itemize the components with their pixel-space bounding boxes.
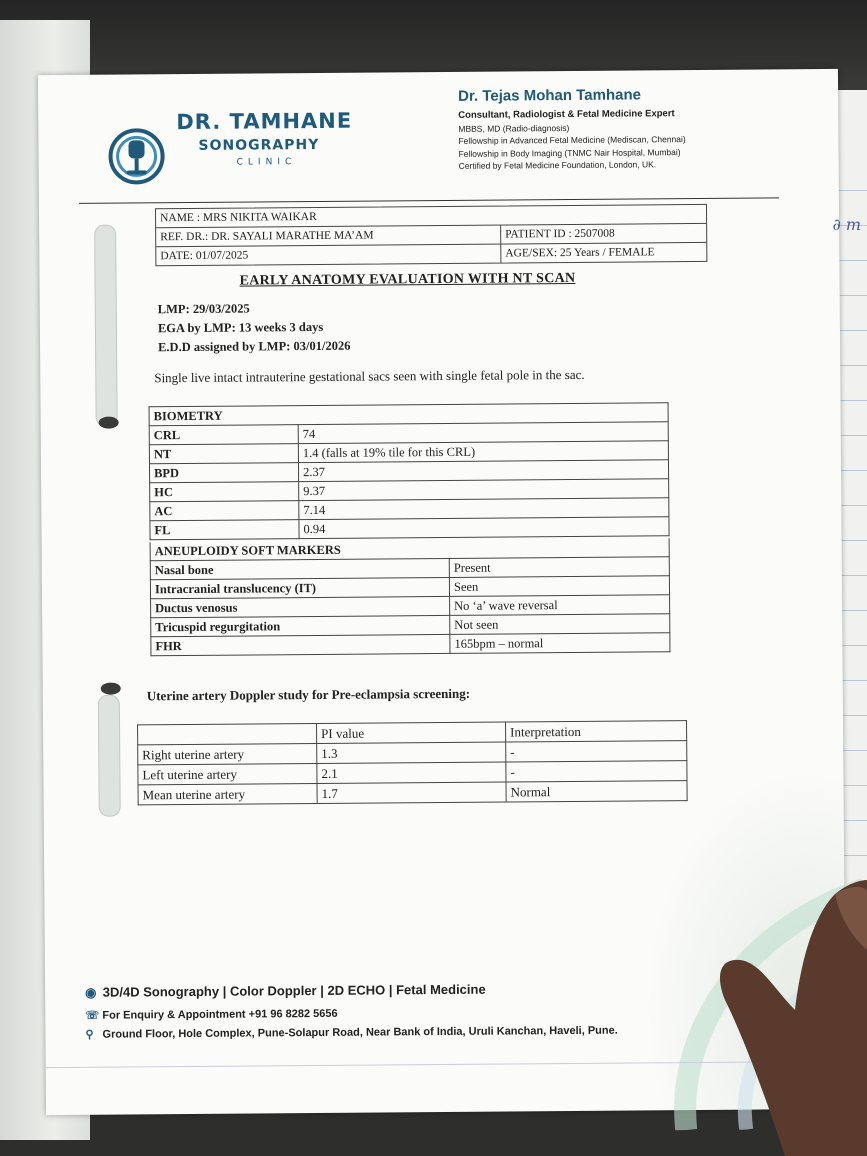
patient-info-box <box>155 204 707 266</box>
table-row: CRL 74 <box>149 422 668 445</box>
punch-hole <box>99 417 119 429</box>
enquiry-line: ☏ For Enquiry & Appointment +91 96 8282 5656 <box>85 1007 338 1022</box>
table-row: AC 7.14 <box>150 498 669 521</box>
clinic-logo-icon <box>106 126 166 186</box>
doctor-line: Certified by Fetal Medicine Foundation, London, UK. <box>458 159 657 171</box>
clinic-footer <box>85 981 618 1047</box>
table-row: Right uterine artery 1.3 - <box>138 741 687 765</box>
doctor-line: Consultant, Radiologist & Fetal Medicine Expert <box>458 108 675 121</box>
doppler-table <box>137 720 688 805</box>
pregnancy-dates <box>158 299 351 358</box>
doctor-line: MBBS, MD (Radio-diagnosis) <box>458 122 570 134</box>
phone-icon: ☏ <box>85 1009 100 1022</box>
patient-id: PATIENT ID : 2507008 <box>505 227 615 241</box>
clinic-word: CLINIC <box>236 157 297 168</box>
table-row: HC 9.37 <box>150 479 669 502</box>
table-header-row: PI value Interpretation <box>138 721 687 745</box>
table-row: BPD 2.37 <box>149 460 668 483</box>
finger-overlay <box>715 880 867 1156</box>
table-row: Ductus venosus No ‘a’ wave reversal <box>151 595 670 618</box>
clinic-subtitle: SONOGRAPHY <box>198 136 320 154</box>
table-row: Tricuspid regurgitation Not seen <box>151 614 670 637</box>
doctor-credentials <box>458 86 686 172</box>
lmp: LMP: 29/03/2025 <box>157 301 250 317</box>
doctor-line: Fellowship in Body Imaging (TNMC Nair Hospital, Mumbai) <box>458 146 681 159</box>
edd: E.D.D assigned by LMP: 03/01/2026 <box>158 338 351 355</box>
table-row: Nasal bone Present <box>150 557 669 580</box>
finding-text: Single live intact intrauterine gestational sacs seen with single fetal pole in the sac. <box>154 366 585 386</box>
doctor-line: Fellowship in Advanced Fetal Medicine (Mediscan, Chennai) <box>458 134 686 146</box>
table-row: Intracranial translucency (IT) Seen <box>150 576 669 599</box>
service-icon: ◉ <box>85 984 97 1000</box>
ega: EGA by LMP: 13 weeks 3 days <box>157 319 324 336</box>
binder-clip <box>98 695 121 817</box>
header-divider <box>79 197 779 203</box>
doppler-title: Uterine artery Doppler study for Pre-eclampsia screening: <box>146 685 471 704</box>
table-row: FHR 165bpm – normal <box>151 633 670 656</box>
punch-hole <box>101 683 121 695</box>
referring-doctor: REF. DR.: DR. SAYALI MARATHE MA’AM <box>156 226 501 247</box>
binder-clip <box>94 225 118 427</box>
table-row: Left uterine artery 2.1 - <box>138 761 687 785</box>
markers-heading: ANEUPLOIDY SOFT MARKERS <box>150 538 669 561</box>
biometry-heading: BIOMETRY <box>149 403 668 426</box>
report-date: DATE: 01/07/2025 <box>156 245 501 266</box>
address-line: ⚲ Ground Floor, Hole Complex, Pune-Solapur Road, Near Bank of India, Uruli Kanchan, Haveli, Pune. <box>85 1024 618 1041</box>
doctor-name: Dr. Tejas Mohan Tamhane <box>458 86 641 105</box>
table-row: NT 1.4 (falls at 19% tile for this CRL) <box>149 441 668 464</box>
patient-row <box>156 243 706 265</box>
age-sex: AGE/SEX: 25 Years / FEMALE <box>505 246 655 260</box>
services-line: ◉ 3D/4D Sonography | Color Doppler | 2D ECHO | Fetal Medicine <box>85 981 486 1000</box>
location-icon: ⚲ <box>85 1028 94 1041</box>
table-row: Mean uterine artery 1.7 Normal <box>138 781 687 805</box>
report-title: EARLY ANATOMY EVALUATION WITH NT SCAN <box>239 270 576 289</box>
clinic-name: DR. TAMHANE <box>176 108 353 135</box>
markers-table <box>150 538 671 656</box>
handwriting-mark: ∂ m <box>832 215 861 234</box>
biometry-table <box>149 402 670 540</box>
table-row: FL 0.94 <box>150 517 669 540</box>
patient-name: NAME : MRS NIKITA WAIKAR <box>160 210 317 225</box>
